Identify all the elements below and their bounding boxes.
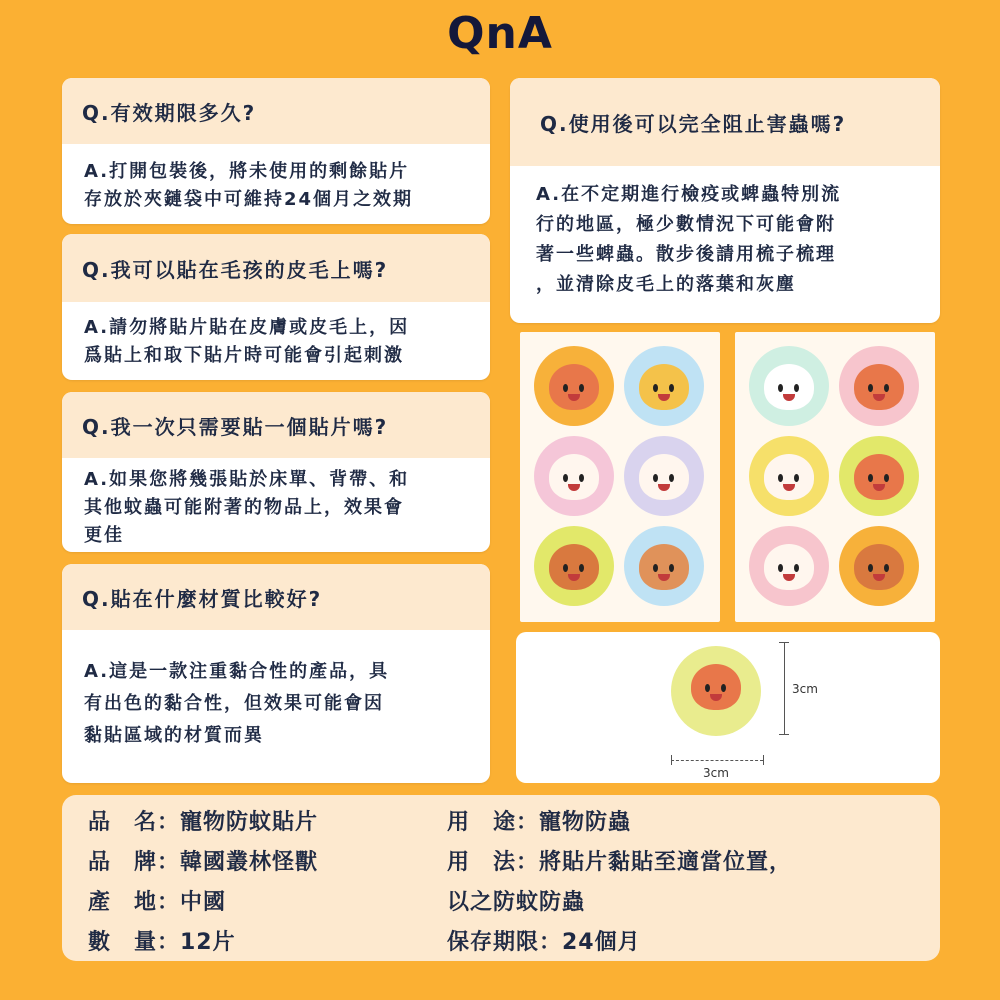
sticker-image — [534, 526, 614, 606]
faq-question: Q.有效期限多久? — [62, 78, 490, 144]
sticker-size-card — [516, 632, 940, 783]
product-brand: 品 牌：韓國叢林怪獸 — [88, 850, 319, 875]
sticker-image — [534, 346, 614, 426]
sticker-image — [624, 526, 704, 606]
product-purpose: 用 途：寵物防蟲 — [447, 810, 632, 835]
height-label: 3cm — [792, 682, 818, 696]
sticker-image — [624, 436, 704, 516]
sticker-image — [749, 526, 829, 606]
faq-card-material — [62, 564, 490, 783]
faq-card-pests — [510, 78, 940, 323]
sticker-image — [749, 436, 829, 516]
faq-question: Q.貼在什麼材質比較好? — [62, 564, 490, 630]
sticker-image — [624, 346, 704, 426]
faq-answer: A.請勿將貼片貼在皮膚或皮毛上，因 爲貼上和取下貼片時可能會引起刺激 — [84, 317, 410, 366]
faq-answer: A.如果您將幾張貼於床單、背帶、和 其他蚊蟲可能附著的物品上，效果會 更佳 — [84, 469, 410, 546]
faq-card-fur — [62, 234, 490, 380]
product-usage-continued: 以之防蚊防蟲 — [447, 890, 586, 915]
product-name: 品 名：寵物防蚊貼片 — [88, 810, 319, 835]
sticker-image — [534, 436, 614, 516]
faq-answer: A.這是一款注重黏合性的產品，具 有出色的黏合性，但效果可能會因 黏貼區域的材質而異 — [84, 661, 390, 746]
width-dimension-line — [671, 760, 763, 761]
sticker-sheet-left — [520, 332, 720, 622]
product-info-panel — [62, 795, 940, 961]
sticker-image — [839, 346, 919, 426]
faq-question: Q.使用後可以完全阻止害蟲嗎? — [510, 78, 940, 166]
sticker-image — [839, 526, 919, 606]
sticker-sample-image — [671, 646, 761, 736]
sticker-image — [839, 436, 919, 516]
width-label: 3cm — [703, 766, 729, 780]
faq-question: Q.我可以貼在毛孩的皮毛上嗎? — [62, 234, 490, 302]
product-quantity: 數 量：12片 — [88, 930, 236, 955]
product-origin: 產 地：中國 — [88, 890, 227, 915]
height-dimension-line — [784, 642, 785, 734]
faq-card-quantity — [62, 392, 490, 552]
faq-answer: A.在不定期進行檢疫或蜱蟲特別流 行的地區，極少數情況下可能會附 著一些蜱蟲。散步後請用梳子梳理 ，並清除皮毛上的落葉和灰塵 — [536, 184, 842, 295]
product-shelf-life: 保存期限：24個月 — [447, 930, 641, 955]
faq-question: Q.我一次只需要貼一個貼片嗎? — [62, 392, 490, 458]
page-title: QnA — [447, 8, 553, 59]
faq-card-expiry — [62, 78, 490, 224]
sticker-sheet-right — [735, 332, 935, 622]
sticker-image — [749, 346, 829, 426]
product-usage: 用 法：將貼片黏貼至適當位置， — [447, 850, 793, 875]
faq-answer: A.打開包裝後，將未使用的剩餘貼片 存放於夾鏈袋中可維持24個月之效期 — [84, 161, 414, 210]
